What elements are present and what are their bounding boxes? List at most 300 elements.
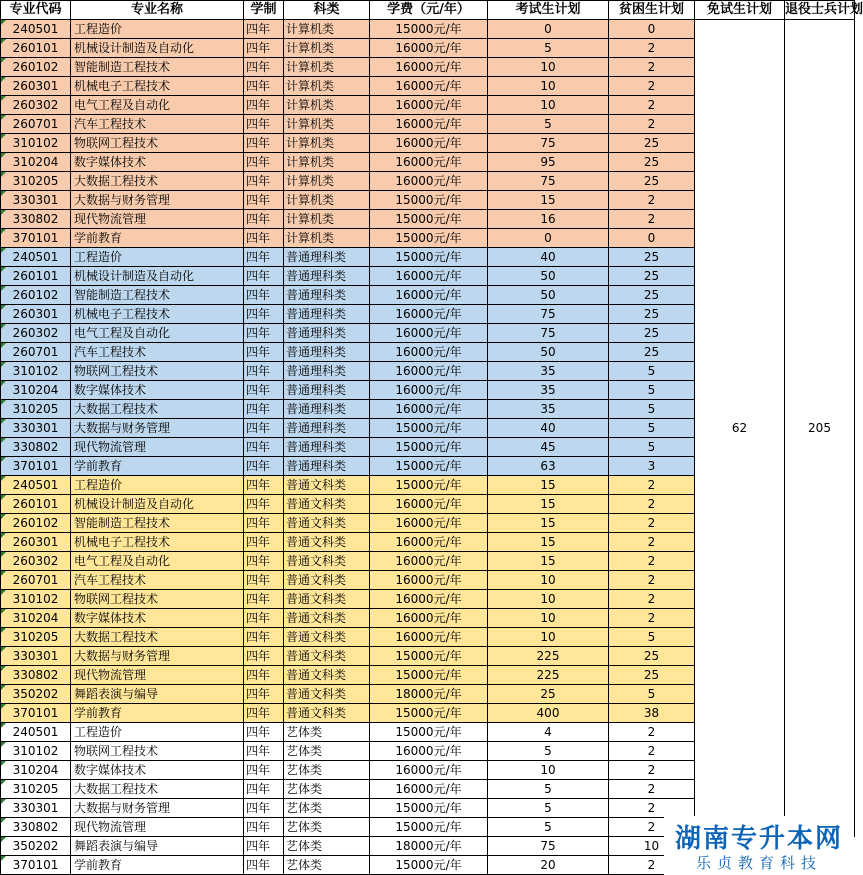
cell-poverty-plan: 3 [609, 457, 695, 476]
cell-code: 240501 [1, 248, 71, 267]
cell-fee: 15000元/年 [370, 647, 488, 666]
cell-duration: 四年 [244, 134, 284, 153]
cell-duration: 四年 [244, 476, 284, 495]
cell-exam-plan: 5 [488, 39, 609, 58]
cell-name: 物联网工程技术 [71, 742, 244, 761]
cell-category: 普通文科类 [284, 514, 370, 533]
cell-name: 电气工程及自动化 [71, 324, 244, 343]
cell-exam-plan: 5 [488, 115, 609, 134]
cell-poverty-plan: 2 [609, 210, 695, 229]
cell-code: 310204 [1, 153, 71, 172]
cell-category: 计算机类 [284, 77, 370, 96]
cell-fee: 16000元/年 [370, 381, 488, 400]
cell-name: 大数据工程技术 [71, 400, 244, 419]
cell-duration: 四年 [244, 343, 284, 362]
cell-fee: 16000元/年 [370, 96, 488, 115]
cell-exam-plan: 225 [488, 647, 609, 666]
cell-category: 计算机类 [284, 96, 370, 115]
cell-exam-plan: 40 [488, 248, 609, 267]
cell-name: 电气工程及自动化 [71, 552, 244, 571]
cell-duration: 四年 [244, 799, 284, 818]
cell-code: 370101 [1, 856, 71, 875]
cell-exam-plan: 15 [488, 191, 609, 210]
cell-duration: 四年 [244, 324, 284, 343]
cell-category: 计算机类 [284, 39, 370, 58]
cell-name: 机械设计制造及自动化 [71, 267, 244, 286]
cell-exam-plan: 4 [488, 723, 609, 742]
cell-duration: 四年 [244, 495, 284, 514]
cell-poverty-plan: 25 [609, 286, 695, 305]
cell-category: 艺体类 [284, 837, 370, 856]
cell-code: 350202 [1, 685, 71, 704]
cell-exam-plan: 15 [488, 514, 609, 533]
header-exam-plan: 考试生计划 [488, 1, 609, 20]
cell-fee: 16000元/年 [370, 115, 488, 134]
header-name: 专业名称 [71, 1, 244, 20]
cell-name: 机械设计制造及自动化 [71, 39, 244, 58]
cell-poverty-plan: 2 [609, 115, 695, 134]
cell-category: 普通文科类 [284, 628, 370, 647]
cell-category: 普通理科类 [284, 400, 370, 419]
cell-poverty-plan: 2 [609, 590, 695, 609]
cell-category: 普通理科类 [284, 343, 370, 362]
cell-name: 工程造价 [71, 248, 244, 267]
cell-duration: 四年 [244, 818, 284, 837]
cell-name: 学前教育 [71, 704, 244, 723]
cell-fee: 16000元/年 [370, 609, 488, 628]
cell-duration: 四年 [244, 77, 284, 96]
cell-name: 物联网工程技术 [71, 362, 244, 381]
cell-duration: 四年 [244, 20, 284, 39]
cell-duration: 四年 [244, 419, 284, 438]
cell-duration: 四年 [244, 153, 284, 172]
cell-code: 310102 [1, 134, 71, 153]
cell-duration: 四年 [244, 856, 284, 875]
cell-duration: 四年 [244, 552, 284, 571]
cell-category: 计算机类 [284, 172, 370, 191]
cell-category: 计算机类 [284, 191, 370, 210]
cell-name: 舞蹈表演与编导 [71, 837, 244, 856]
cell-category: 艺体类 [284, 799, 370, 818]
cell-exam-plan: 75 [488, 837, 609, 856]
watermark-logo [664, 816, 854, 875]
cell-exam-plan: 95 [488, 153, 609, 172]
cell-exam-plan: 5 [488, 742, 609, 761]
watermark-title: 湖南专升本网 [674, 824, 843, 854]
cell-duration: 四年 [244, 115, 284, 134]
cell-poverty-plan: 25 [609, 134, 695, 153]
cell-poverty-plan: 5 [609, 362, 695, 381]
cell-code: 370101 [1, 457, 71, 476]
cell-exam-plan: 45 [488, 438, 609, 457]
cell-category: 计算机类 [284, 115, 370, 134]
cell-category: 普通理科类 [284, 457, 370, 476]
cell-category: 普通文科类 [284, 533, 370, 552]
cell-category: 艺体类 [284, 818, 370, 837]
cell-poverty-plan: 2 [609, 39, 695, 58]
cell-fee: 16000元/年 [370, 134, 488, 153]
cell-duration: 四年 [244, 248, 284, 267]
cell-code: 310204 [1, 761, 71, 780]
cell-duration: 四年 [244, 191, 284, 210]
cell-name: 智能制造工程技术 [71, 514, 244, 533]
cell-duration: 四年 [244, 362, 284, 381]
cell-fee: 15000元/年 [370, 438, 488, 457]
cell-poverty-plan: 2 [609, 761, 695, 780]
cell-exam-plan: 40 [488, 419, 609, 438]
cell-code: 260101 [1, 495, 71, 514]
cell-name: 物联网工程技术 [71, 134, 244, 153]
cell-exam-plan: 400 [488, 704, 609, 723]
cell-fee: 15000元/年 [370, 799, 488, 818]
cell-duration: 四年 [244, 533, 284, 552]
cell-name: 学前教育 [71, 856, 244, 875]
cell-poverty-plan: 5 [609, 685, 695, 704]
cell-category: 计算机类 [284, 20, 370, 39]
cell-code: 330802 [1, 666, 71, 685]
cell-duration: 四年 [244, 571, 284, 590]
cell-name: 机械电子工程技术 [71, 305, 244, 324]
cell-fee: 15000元/年 [370, 818, 488, 837]
cell-exam-plan: 63 [488, 457, 609, 476]
cell-poverty-plan: 5 [609, 400, 695, 419]
cell-category: 艺体类 [284, 742, 370, 761]
cell-code: 260302 [1, 96, 71, 115]
cell-fee: 16000元/年 [370, 571, 488, 590]
cell-poverty-plan: 2 [609, 742, 695, 761]
cell-poverty-plan: 0 [609, 229, 695, 248]
cell-fee: 15000元/年 [370, 210, 488, 229]
cell-exam-plan: 50 [488, 267, 609, 286]
cell-name: 舞蹈表演与编导 [71, 685, 244, 704]
cell-code: 330802 [1, 818, 71, 837]
cell-name: 工程造价 [71, 20, 244, 39]
cell-category: 计算机类 [284, 229, 370, 248]
cell-poverty-plan: 2 [609, 552, 695, 571]
cell-fee: 15000元/年 [370, 191, 488, 210]
cell-duration: 四年 [244, 267, 284, 286]
cell-poverty-plan: 2 [609, 514, 695, 533]
cell-poverty-plan: 5 [609, 438, 695, 457]
cell-code: 260701 [1, 115, 71, 134]
cell-category: 普通理科类 [284, 419, 370, 438]
header-code: 专业代码 [1, 1, 71, 20]
cell-exam-plan: 75 [488, 305, 609, 324]
cell-code: 260302 [1, 552, 71, 571]
cell-name: 大数据与财务管理 [71, 647, 244, 666]
cell-name: 学前教育 [71, 457, 244, 476]
cell-name: 大数据与财务管理 [71, 191, 244, 210]
cell-fee: 16000元/年 [370, 58, 488, 77]
cell-category: 普通理科类 [284, 305, 370, 324]
cell-duration: 四年 [244, 628, 284, 647]
cell-fee: 16000元/年 [370, 533, 488, 552]
cell-fee: 18000元/年 [370, 685, 488, 704]
cell-code: 310205 [1, 628, 71, 647]
cell-poverty-plan: 25 [609, 647, 695, 666]
cell-category: 艺体类 [284, 761, 370, 780]
cell-category: 普通理科类 [284, 248, 370, 267]
cell-name: 数字媒体技术 [71, 761, 244, 780]
cell-poverty-plan: 2 [609, 495, 695, 514]
cell-category: 普通文科类 [284, 590, 370, 609]
cell-duration: 四年 [244, 590, 284, 609]
cell-category: 普通文科类 [284, 495, 370, 514]
cell-duration: 四年 [244, 609, 284, 628]
cell-category: 普通理科类 [284, 286, 370, 305]
cell-code: 330301 [1, 799, 71, 818]
cell-poverty-plan: 25 [609, 172, 695, 191]
cell-poverty-plan: 2 [609, 476, 695, 495]
cell-poverty-plan: 2 [609, 58, 695, 77]
cell-fee: 16000元/年 [370, 742, 488, 761]
exempt-plan-total: 62 [695, 20, 785, 837]
cell-exam-plan: 16 [488, 210, 609, 229]
cell-code: 310102 [1, 742, 71, 761]
header-veteran-plan: 退役士兵计划 [785, 1, 855, 20]
cell-poverty-plan: 5 [609, 628, 695, 647]
cell-exam-plan: 50 [488, 343, 609, 362]
cell-exam-plan: 10 [488, 571, 609, 590]
cell-poverty-plan: 2 [609, 723, 695, 742]
cell-code: 330301 [1, 191, 71, 210]
cell-poverty-plan: 38 [609, 704, 695, 723]
cell-name: 物联网工程技术 [71, 590, 244, 609]
cell-fee: 18000元/年 [370, 837, 488, 856]
cell-duration: 四年 [244, 666, 284, 685]
cell-name: 电气工程及自动化 [71, 96, 244, 115]
cell-exam-plan: 75 [488, 324, 609, 343]
cell-category: 普通理科类 [284, 438, 370, 457]
cell-code: 310102 [1, 590, 71, 609]
cell-fee: 15000元/年 [370, 666, 488, 685]
cell-category: 计算机类 [284, 58, 370, 77]
cell-fee: 16000元/年 [370, 343, 488, 362]
cell-duration: 四年 [244, 210, 284, 229]
cell-code: 310205 [1, 400, 71, 419]
cell-category: 普通理科类 [284, 324, 370, 343]
watermark-subtitle: 乐贞教育科技 [695, 854, 822, 872]
cell-poverty-plan: 2 [609, 609, 695, 628]
cell-fee: 15000元/年 [370, 229, 488, 248]
cell-fee: 15000元/年 [370, 457, 488, 476]
cell-category: 普通文科类 [284, 704, 370, 723]
cell-exam-plan: 25 [488, 685, 609, 704]
header-poverty-plan: 贫困生计划 [609, 1, 695, 20]
cell-code: 240501 [1, 723, 71, 742]
cell-poverty-plan: 2 [609, 96, 695, 115]
cell-poverty-plan: 2 [609, 533, 695, 552]
table-body [1, 20, 855, 875]
cell-name: 工程造价 [71, 723, 244, 742]
cell-exam-plan: 35 [488, 381, 609, 400]
cell-category: 计算机类 [284, 134, 370, 153]
cell-exam-plan: 10 [488, 77, 609, 96]
cell-code: 260101 [1, 39, 71, 58]
cell-name: 学前教育 [71, 229, 244, 248]
cell-poverty-plan: 2 [609, 571, 695, 590]
cell-duration: 四年 [244, 780, 284, 799]
cell-code: 260301 [1, 305, 71, 324]
cell-name: 汽车工程技术 [71, 571, 244, 590]
cell-name: 大数据工程技术 [71, 172, 244, 191]
cell-fee: 16000元/年 [370, 780, 488, 799]
cell-fee: 16000元/年 [370, 324, 488, 343]
header-row [1, 1, 855, 20]
cell-code: 260701 [1, 571, 71, 590]
cell-poverty-plan: 25 [609, 305, 695, 324]
cell-exam-plan: 10 [488, 96, 609, 115]
cell-duration: 四年 [244, 647, 284, 666]
cell-code: 240501 [1, 476, 71, 495]
cell-name: 智能制造工程技术 [71, 286, 244, 305]
cell-duration: 四年 [244, 685, 284, 704]
cell-category: 普通理科类 [284, 362, 370, 381]
cell-fee: 16000元/年 [370, 39, 488, 58]
header-duration: 学制 [244, 1, 284, 20]
cell-exam-plan: 0 [488, 20, 609, 39]
cell-duration: 四年 [244, 704, 284, 723]
cell-code: 260302 [1, 324, 71, 343]
cell-fee: 16000元/年 [370, 590, 488, 609]
cell-duration: 四年 [244, 723, 284, 742]
cell-code: 310205 [1, 780, 71, 799]
cell-fee: 15000元/年 [370, 419, 488, 438]
cell-code: 260301 [1, 533, 71, 552]
cell-code: 260102 [1, 286, 71, 305]
cell-name: 现代物流管理 [71, 818, 244, 837]
cell-category: 普通文科类 [284, 552, 370, 571]
table-row [1, 20, 855, 39]
cell-code: 350202 [1, 837, 71, 856]
cell-category: 计算机类 [284, 153, 370, 172]
cell-poverty-plan: 2 [609, 818, 695, 837]
cell-code: 310204 [1, 609, 71, 628]
header-category: 科类 [284, 1, 370, 20]
cell-duration: 四年 [244, 514, 284, 533]
cell-exam-plan: 75 [488, 134, 609, 153]
cell-poverty-plan: 5 [609, 381, 695, 400]
cell-exam-plan: 10 [488, 628, 609, 647]
cell-duration: 四年 [244, 381, 284, 400]
cell-fee: 16000元/年 [370, 552, 488, 571]
cell-fee: 16000元/年 [370, 77, 488, 96]
cell-code: 370101 [1, 704, 71, 723]
cell-category: 普通理科类 [284, 381, 370, 400]
cell-category: 普通文科类 [284, 666, 370, 685]
cell-poverty-plan: 10 [609, 837, 695, 856]
cell-code: 260102 [1, 58, 71, 77]
cell-duration: 四年 [244, 229, 284, 248]
cell-exam-plan: 10 [488, 609, 609, 628]
cell-exam-plan: 15 [488, 495, 609, 514]
cell-name: 工程造价 [71, 476, 244, 495]
cell-category: 普通文科类 [284, 476, 370, 495]
cell-name: 数字媒体技术 [71, 381, 244, 400]
cell-category: 计算机类 [284, 210, 370, 229]
cell-category: 普通文科类 [284, 571, 370, 590]
cell-exam-plan: 225 [488, 666, 609, 685]
cell-category: 普通文科类 [284, 685, 370, 704]
cell-exam-plan: 15 [488, 476, 609, 495]
cell-code: 240501 [1, 20, 71, 39]
cell-duration: 四年 [244, 58, 284, 77]
cell-name: 现代物流管理 [71, 210, 244, 229]
cell-exam-plan: 35 [488, 362, 609, 381]
cell-name: 汽车工程技术 [71, 115, 244, 134]
cell-fee: 15000元/年 [370, 704, 488, 723]
cell-fee: 15000元/年 [370, 723, 488, 742]
cell-exam-plan: 75 [488, 172, 609, 191]
veteran-plan-total: 205 [785, 20, 855, 837]
cell-exam-plan: 10 [488, 590, 609, 609]
cell-name: 数字媒体技术 [71, 609, 244, 628]
cell-code: 260102 [1, 514, 71, 533]
cell-exam-plan: 10 [488, 58, 609, 77]
cell-poverty-plan: 25 [609, 153, 695, 172]
cell-exam-plan: 20 [488, 856, 609, 875]
cell-poverty-plan: 2 [609, 77, 695, 96]
cell-duration: 四年 [244, 742, 284, 761]
cell-category: 普通理科类 [284, 267, 370, 286]
cell-name: 大数据与财务管理 [71, 799, 244, 818]
cell-fee: 15000元/年 [370, 476, 488, 495]
cell-duration: 四年 [244, 400, 284, 419]
cell-fee: 16000元/年 [370, 514, 488, 533]
cell-category: 艺体类 [284, 723, 370, 742]
cell-code: 330802 [1, 210, 71, 229]
cell-fee: 15000元/年 [370, 856, 488, 875]
cell-duration: 四年 [244, 172, 284, 191]
cell-duration: 四年 [244, 305, 284, 324]
cell-poverty-plan: 2 [609, 191, 695, 210]
cell-name: 大数据与财务管理 [71, 419, 244, 438]
cell-poverty-plan: 25 [609, 248, 695, 267]
cell-fee: 16000元/年 [370, 761, 488, 780]
cell-exam-plan: 5 [488, 799, 609, 818]
cell-fee: 16000元/年 [370, 153, 488, 172]
cell-poverty-plan: 25 [609, 324, 695, 343]
cell-category: 普通文科类 [284, 647, 370, 666]
cell-exam-plan: 5 [488, 780, 609, 799]
cell-fee: 16000元/年 [370, 305, 488, 324]
cell-exam-plan: 50 [488, 286, 609, 305]
cell-poverty-plan: 25 [609, 666, 695, 685]
cell-name: 机械电子工程技术 [71, 533, 244, 552]
cell-duration: 四年 [244, 761, 284, 780]
cell-exam-plan: 0 [488, 229, 609, 248]
cell-exam-plan: 5 [488, 818, 609, 837]
cell-code: 330301 [1, 647, 71, 666]
cell-poverty-plan: 25 [609, 267, 695, 286]
cell-duration: 四年 [244, 837, 284, 856]
cell-code: 260101 [1, 267, 71, 286]
cell-name: 智能制造工程技术 [71, 58, 244, 77]
cell-category: 艺体类 [284, 780, 370, 799]
cell-poverty-plan: 2 [609, 799, 695, 818]
header-fee: 学费（元/年） [370, 1, 488, 20]
cell-fee: 16000元/年 [370, 400, 488, 419]
cell-name: 大数据工程技术 [71, 628, 244, 647]
cell-code: 260701 [1, 343, 71, 362]
cell-fee: 15000元/年 [370, 20, 488, 39]
cell-fee: 16000元/年 [370, 267, 488, 286]
cell-poverty-plan: 5 [609, 419, 695, 438]
cell-code: 310205 [1, 172, 71, 191]
cell-duration: 四年 [244, 457, 284, 476]
cell-exam-plan: 35 [488, 400, 609, 419]
cell-name: 机械电子工程技术 [71, 77, 244, 96]
